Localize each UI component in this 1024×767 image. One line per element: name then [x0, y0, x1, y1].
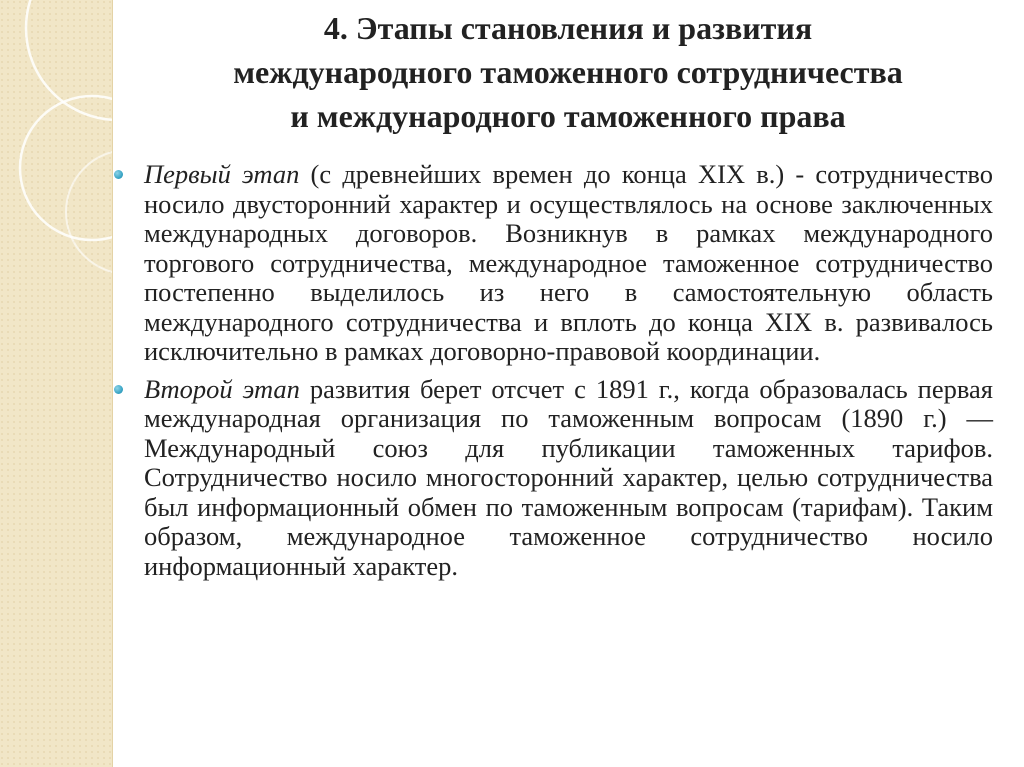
bullet-dot-icon	[114, 170, 123, 179]
stage-text: (с древнейших времен до конца XIX в.) - сотрудничество носило двусторонний характер и осуществлялось на основе заключенных международных договоров. Возникнув в рамках международного торгового сотрудничества, международное таможенное сотрудничество постепенно выделилось из него в самостоятельную область международного сотрудничества и вплоть до конца XIX в. развивалось исключительно в рамках договорно-правовой координации.	[144, 159, 993, 366]
decorative-circles-graphic	[0, 0, 112, 767]
bullet-list	[113, 160, 993, 589]
stage-label: Первый этап	[144, 159, 300, 189]
bullet-item-first-stage	[113, 160, 993, 367]
title-line-3: и международного таможенного права	[290, 98, 846, 134]
bullet-item-second-stage	[113, 375, 993, 582]
title-line-1: 4. Этапы становления и развития	[323, 10, 813, 46]
stage-text: развития берет отсчет с 1891 г., когда образовалась первая международная организация по таможенным вопросам (1890 г.) — Международный союз для публикации таможенных тарифов. Сотрудничество носило многосторонний характер, целью сотрудничества был информационный обмен по таможенным вопросам (тарифам). Таким образом, международное таможенное сотрудничество носило информационный характер.	[144, 373, 993, 581]
bullet-dot-icon	[114, 385, 123, 394]
stage-label: Второй этап	[144, 373, 300, 404]
slide-title	[118, 6, 1018, 138]
title-line-2: международного таможенного сотрудничества	[233, 54, 903, 90]
decorative-side-band	[0, 0, 113, 767]
